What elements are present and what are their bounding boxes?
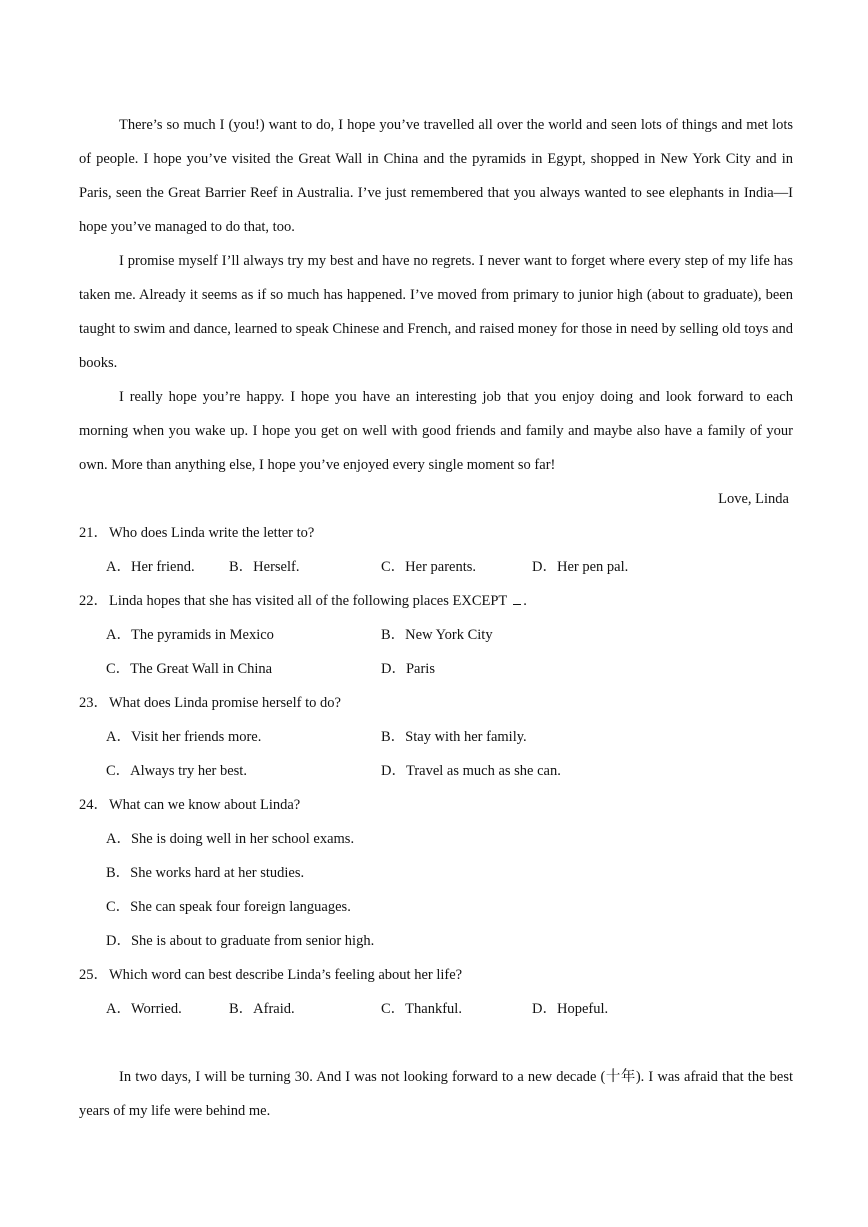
question-number: 25． — [79, 967, 108, 983]
question-number: 22． — [79, 593, 108, 609]
option-d[interactable]: D．Paris — [381, 661, 435, 677]
question-21 — [79, 516, 793, 550]
option-c[interactable]: C．Her parents. — [381, 559, 477, 575]
option-a[interactable]: A．Her friend. — [106, 559, 195, 575]
option-c[interactable]: C．The Great Wall in China — [106, 661, 273, 677]
option-a[interactable]: A．Worried. — [106, 1001, 182, 1017]
passage-paragraph-1: There’s so much I (you!) want to do, I hope you’ve travelled all over the world and seen lots of things and met lots of people. I hope you’ve visited the Great Wall in China and the pyramids in Egypt, shopped in New York City and in Paris, seen the Great Barrier Reef in Australia. I’ve just remembered that you always wanted to see elephants in India—I hope you’ve managed to do that, too. — [79, 117, 793, 235]
question-number: 21． — [79, 525, 108, 541]
question-text: What can we know about Linda? — [109, 797, 301, 813]
question-number: 24． — [79, 797, 108, 813]
option-a[interactable]: A．The pyramids in Mexico — [106, 627, 274, 643]
options-row — [106, 754, 793, 788]
option-c[interactable]: C．Thankful. — [381, 1001, 462, 1017]
question-25 — [79, 958, 793, 992]
document-page — [79, 108, 793, 1128]
question-number: 23． — [79, 695, 108, 711]
section-gap — [79, 1026, 793, 1060]
question-text: Who does Linda write the letter to? — [109, 525, 315, 541]
passage-paragraph-2: I promise myself I’ll always try my best and have no regrets. I never want to forget where every step of my life has taken me. Already it seems as if so much has happened. I’ve moved from primary to junior high (about to graduate), been taught to swim and dance, learned to speak Chinese and French, and raised money for those in need by selling old toys and books. — [79, 253, 793, 371]
options-row — [106, 618, 793, 652]
answer-blank — [513, 590, 521, 605]
option-b[interactable]: B．She works hard at her studies. — [106, 865, 305, 881]
option-d[interactable]: D．Her pen pal. — [532, 559, 629, 575]
option-d[interactable]: D．She is about to graduate from senior high. — [106, 933, 375, 949]
option-b[interactable]: B．New York City — [381, 627, 493, 643]
next-passage-paragraph: In two days, I will be turning 30. And I was not looking forward to a new decade (十年). I was afraid that the best years of my life were behind me. — [79, 1069, 793, 1119]
question-22 — [79, 584, 793, 618]
question-text: Which word can best describe Linda’s feeling about her life? — [109, 967, 463, 983]
question-text: Linda hopes that she has visited all of the following places EXCEPT — [109, 593, 508, 609]
options-row — [106, 652, 793, 686]
passage-paragraph-3: I really hope you’re happy. I hope you have an interesting job that you enjoy doing and look forward to each morning when you wake up. I hope you get on well with good friends and family and maybe also have a family of your own. More than anything else, I hope you’ve enjoyed every single moment so far! — [79, 389, 793, 473]
options-row — [106, 992, 793, 1026]
option-d[interactable]: D．Travel as much as she can. — [381, 763, 561, 779]
options-row — [106, 550, 793, 584]
option-d[interactable]: D．Hopeful. — [532, 1001, 609, 1017]
question-24 — [79, 788, 793, 822]
option-b[interactable]: B．Stay with her family. — [381, 729, 527, 745]
question-23 — [79, 686, 793, 720]
option-a[interactable]: A．She is doing well in her school exams. — [106, 831, 355, 847]
option-c[interactable]: C．She can speak four foreign languages. — [106, 899, 351, 915]
options-row — [106, 720, 793, 754]
question-text: What does Linda promise herself to do? — [109, 695, 341, 711]
option-b[interactable]: B．Afraid. — [229, 1001, 295, 1017]
question-text-end: . — [523, 593, 527, 609]
option-c[interactable]: C．Always try her best. — [106, 763, 247, 779]
option-b[interactable]: B．Herself. — [229, 559, 300, 575]
letter-signature: Love, Linda — [718, 491, 789, 507]
option-a[interactable]: A．Visit her friends more. — [106, 729, 262, 745]
